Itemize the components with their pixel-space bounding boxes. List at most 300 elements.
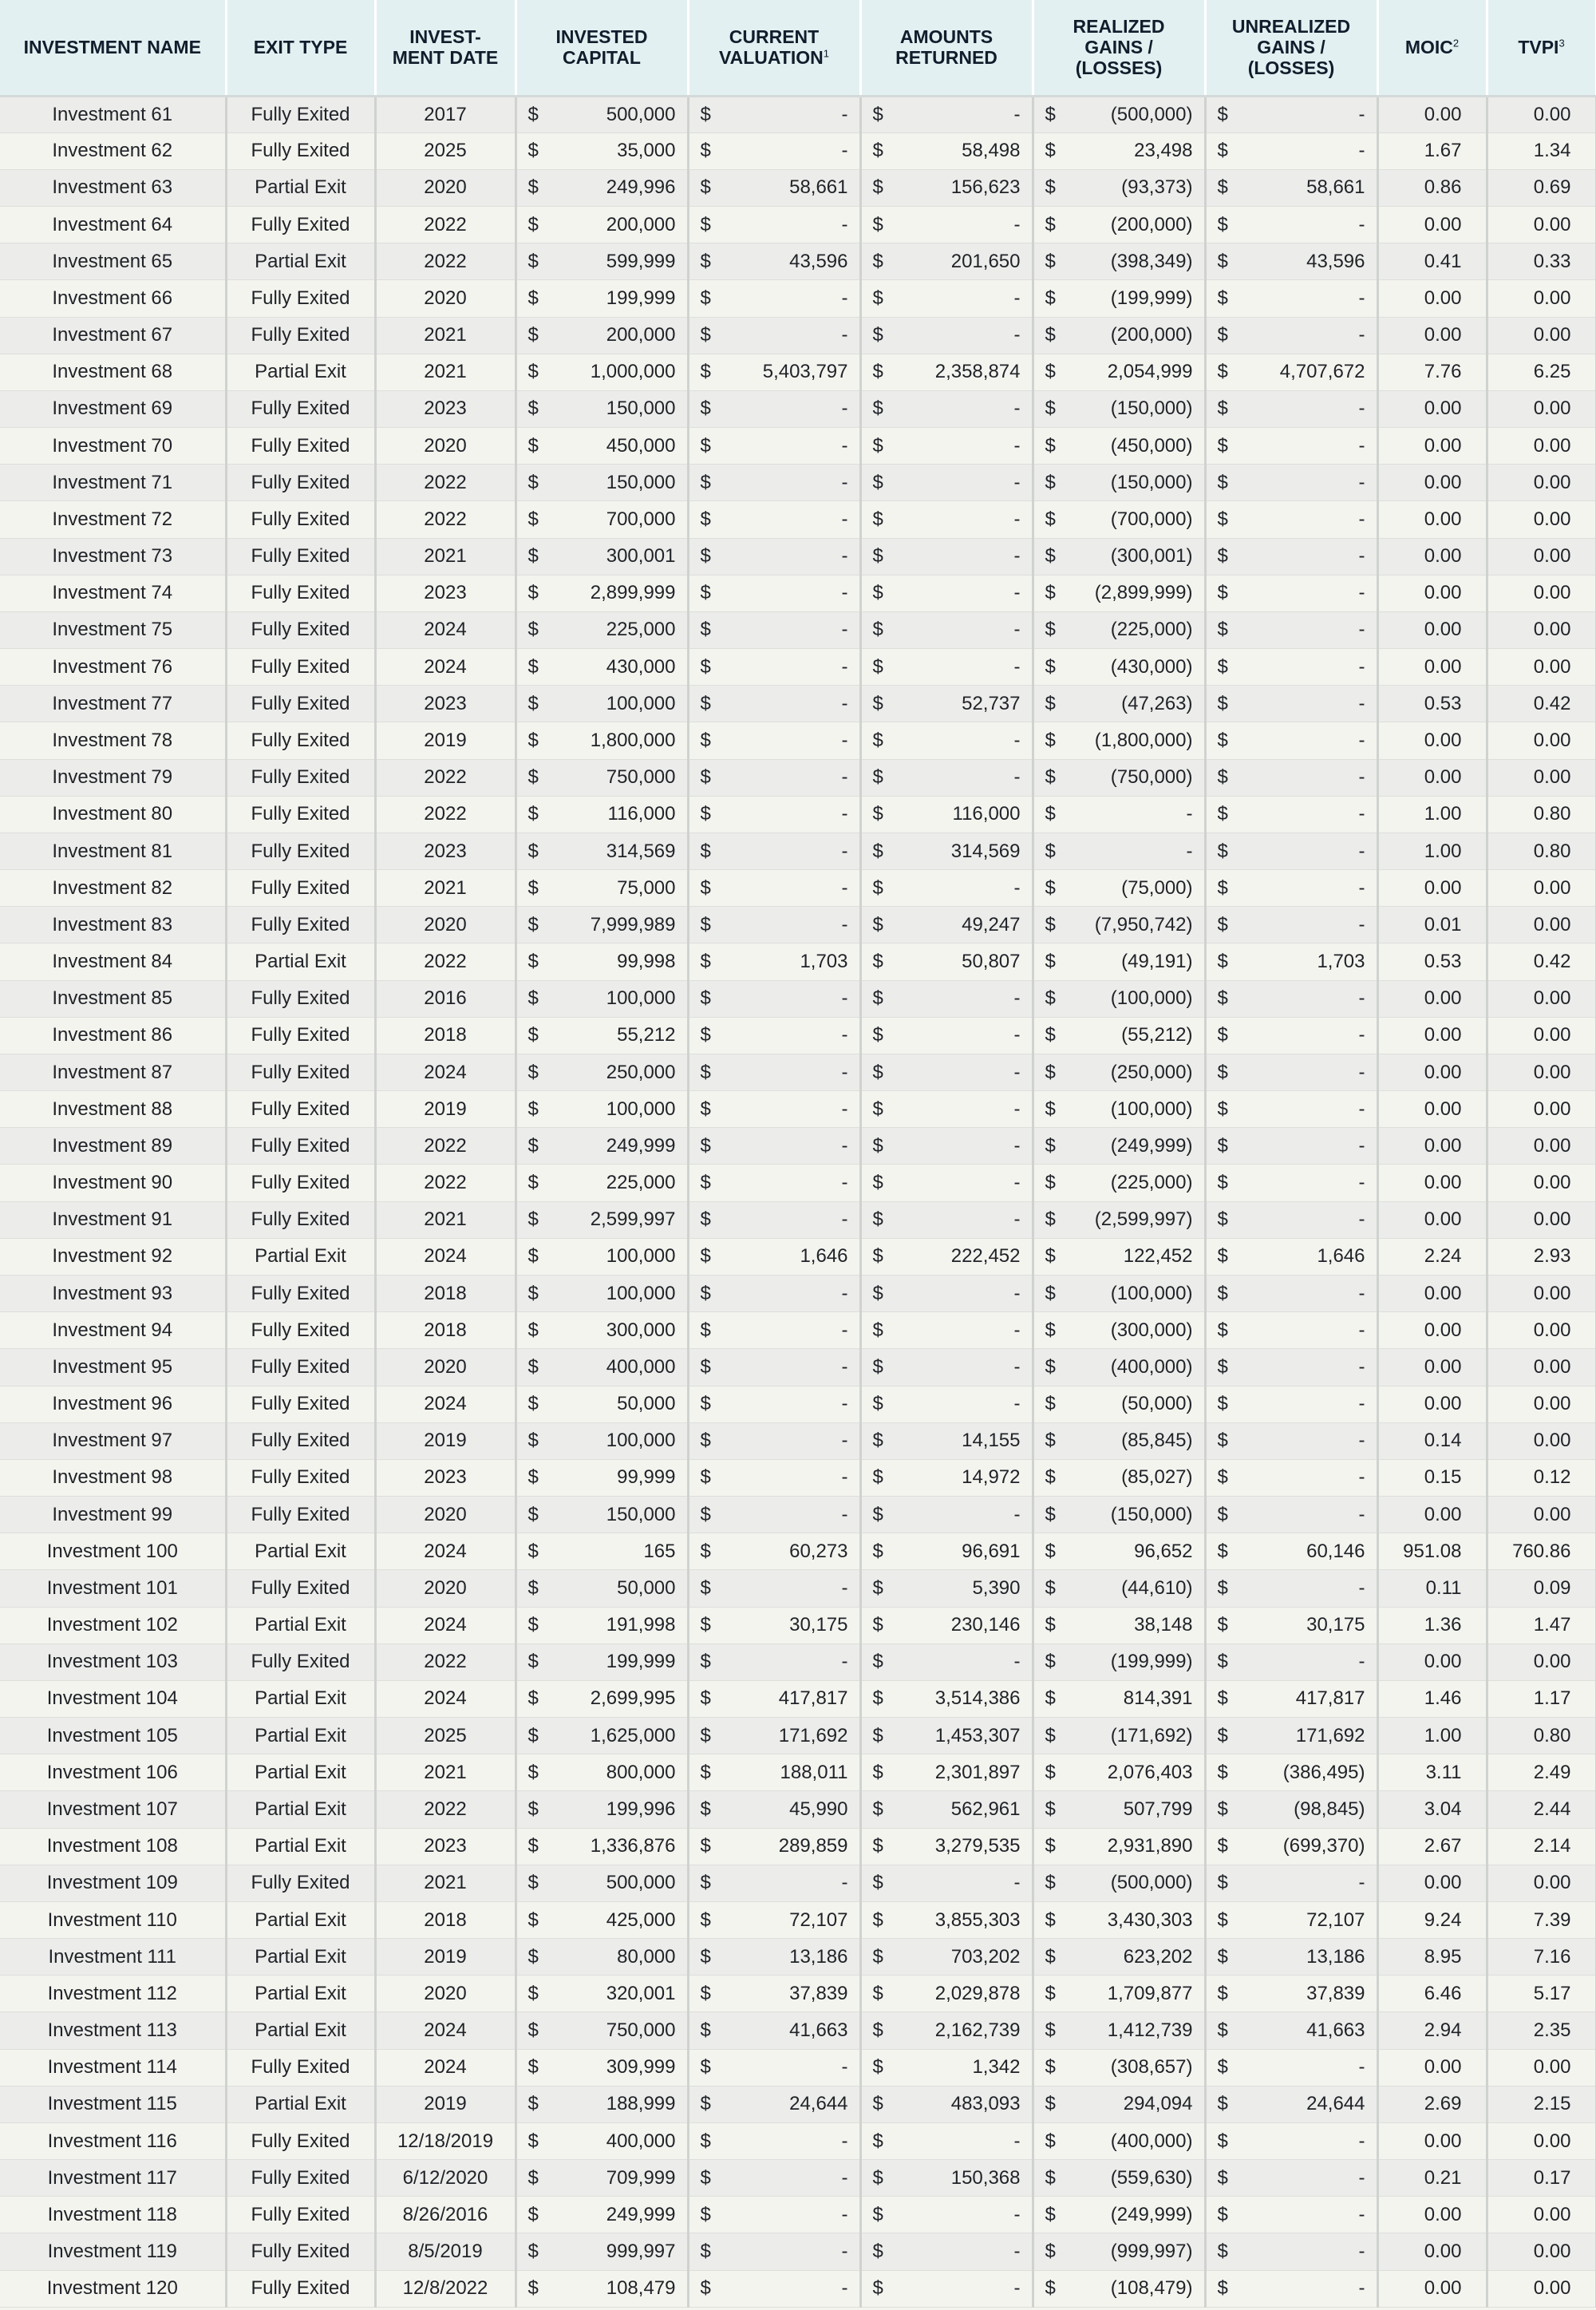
amount-value: 1,703 [1317, 951, 1365, 973]
cell-amounts-returned [860, 2086, 1033, 2122]
currency-symbol: $ [1217, 1687, 1228, 1710]
cell-unrealized-gains [1205, 133, 1377, 169]
currency-symbol: $ [872, 692, 883, 714]
currency-symbol: $ [1045, 287, 1056, 309]
cell-exit-type: Fully Exited [226, 1201, 375, 1238]
currency-symbol: $ [872, 2241, 883, 2263]
cell-current-valuation [688, 1091, 860, 1128]
amount-value: 14,972 [962, 1466, 1021, 1489]
amount-value: 507,799 [1123, 1798, 1193, 1820]
cell-realized-gains [1033, 280, 1205, 317]
amount-value: - [841, 2241, 848, 2263]
amount-value: - [841, 1651, 848, 1673]
currency-symbol: $ [700, 1134, 711, 1157]
cell-unrealized-gains [1205, 169, 1377, 206]
amount-value: - [1186, 803, 1193, 825]
cell-investment-name: Investment 86 [0, 1017, 226, 1054]
cell-invested-capital [516, 2012, 688, 2049]
cell-tvpi: 0.42 [1487, 943, 1596, 980]
amount-value: - [1013, 508, 1021, 530]
cell-invested-capital [516, 870, 688, 907]
cell-current-valuation [688, 207, 860, 243]
cell-exit-type: Partial Exit [226, 2086, 375, 2122]
cell-realized-gains [1033, 1165, 1205, 1201]
cell-exit-type: Partial Exit [226, 1533, 375, 1570]
cell-investment-name: Investment 112 [0, 1976, 226, 2012]
table-row [0, 1939, 1596, 1976]
cell-amounts-returned [860, 317, 1033, 354]
cell-realized-gains [1033, 1607, 1205, 1644]
currency-symbol: $ [700, 324, 711, 346]
amount-value: 201,650 [950, 250, 1021, 272]
cell-exit-type: Partial Exit [226, 1238, 375, 1275]
cell-invested-capital [516, 722, 688, 759]
cell-realized-gains [1033, 2049, 1205, 2086]
amount-value: 100,000 [606, 987, 676, 1010]
currency-symbol: $ [872, 2203, 883, 2225]
currency-symbol: $ [1045, 361, 1056, 383]
cell-tvpi: 0.00 [1487, 2233, 1596, 2270]
cell-investment-name: Investment 91 [0, 1201, 226, 1238]
cell-investment-date: 2020 [375, 428, 516, 465]
cell-investment-date: 2020 [375, 907, 516, 943]
amount-value: 289,859 [778, 1835, 848, 1857]
amount-value: (75,000) [1121, 876, 1193, 899]
currency-symbol: $ [527, 1909, 539, 1931]
currency-symbol: $ [700, 1061, 711, 1083]
cell-unrealized-gains [1205, 1017, 1377, 1054]
currency-symbol: $ [527, 1651, 539, 1673]
cell-investment-name: Investment 79 [0, 759, 226, 796]
amount-value: 41,663 [789, 2019, 848, 2042]
currency-symbol: $ [700, 1172, 711, 1194]
amount-value: 250,000 [606, 1061, 676, 1083]
cell-moic: 0.00 [1377, 870, 1487, 907]
cell-unrealized-gains [1205, 96, 1377, 133]
currency-symbol: $ [1045, 1835, 1056, 1857]
cell-realized-gains [1033, 1128, 1205, 1165]
currency-symbol: $ [1217, 1134, 1228, 1157]
cell-realized-gains [1033, 2233, 1205, 2270]
currency-symbol: $ [1217, 2019, 1228, 2042]
table-row [0, 611, 1596, 648]
amount-value: 13,186 [789, 1945, 848, 1968]
cell-current-valuation [688, 980, 860, 1017]
currency-symbol: $ [872, 1724, 883, 1746]
cell-investment-name: Investment 98 [0, 1459, 226, 1496]
amount-value: (225,000) [1110, 1172, 1193, 1194]
cell-invested-capital [516, 1238, 688, 1275]
amount-value: 5,390 [972, 1576, 1021, 1599]
cell-investment-date: 2022 [375, 1644, 516, 1680]
currency-symbol: $ [527, 140, 539, 162]
cell-unrealized-gains [1205, 611, 1377, 648]
amount-value: 100,000 [606, 1282, 676, 1304]
cell-investment-name: Investment 102 [0, 1607, 226, 1644]
amount-value: (93,373) [1121, 176, 1193, 199]
cell-amounts-returned [860, 390, 1033, 427]
cell-investment-date: 2023 [375, 1828, 516, 1865]
cell-tvpi: 0.80 [1487, 833, 1596, 869]
amount-value: 199,996 [606, 1798, 676, 1820]
currency-symbol: $ [527, 471, 539, 493]
cell-moic: 0.00 [1377, 428, 1487, 465]
amount-value: 3,855,303 [934, 1909, 1021, 1931]
currency-symbol: $ [700, 1614, 711, 1636]
currency-symbol: $ [700, 545, 711, 568]
amount-value: 24,644 [1306, 2093, 1365, 2115]
cell-realized-gains [1033, 1976, 1205, 2012]
amount-value: (171,692) [1110, 1724, 1193, 1746]
cell-exit-type: Fully Exited [226, 501, 375, 538]
cell-investment-name: Investment 89 [0, 1128, 226, 1165]
cell-invested-capital [516, 1091, 688, 1128]
currency-symbol: $ [700, 471, 711, 493]
cell-unrealized-gains [1205, 354, 1377, 390]
amount-value: (300,001) [1110, 545, 1193, 568]
amount-value: (50,000) [1121, 1393, 1193, 1415]
cell-amounts-returned [860, 686, 1033, 722]
currency-symbol: $ [872, 1282, 883, 1304]
amount-value: (500,000) [1110, 103, 1193, 125]
currency-symbol: $ [1045, 1798, 1056, 1820]
currency-symbol: $ [1045, 582, 1056, 604]
cell-amounts-returned [860, 1828, 1033, 1865]
cell-realized-gains [1033, 1349, 1205, 1386]
cell-investment-date: 2020 [375, 1349, 516, 1386]
cell-realized-gains [1033, 428, 1205, 465]
amount-value: 30,175 [1306, 1614, 1365, 1636]
cell-exit-type: Fully Exited [226, 1054, 375, 1090]
amount-value: - [1358, 324, 1365, 346]
cell-amounts-returned [860, 1349, 1033, 1386]
amount-value: - [1013, 655, 1021, 678]
currency-symbol: $ [872, 1540, 883, 1562]
amount-value: 2,076,403 [1107, 1761, 1193, 1783]
currency-symbol: $ [1045, 1724, 1056, 1746]
amount-value: - [841, 730, 848, 751]
currency-symbol: $ [700, 1724, 711, 1746]
amount-value: 3,514,386 [934, 1687, 1021, 1710]
cell-investment-name: Investment 88 [0, 1091, 226, 1128]
amount-value: 483,093 [950, 2093, 1021, 2115]
currency-symbol: $ [700, 876, 711, 899]
currency-symbol: $ [1045, 2056, 1056, 2079]
cell-unrealized-gains [1205, 317, 1377, 354]
column-header-label: INVESTED CAPITAL [555, 26, 648, 69]
cell-amounts-returned [860, 611, 1033, 648]
currency-symbol: $ [872, 582, 883, 604]
column-header-label: AMOUNTS RETURNED [895, 26, 998, 69]
cell-investment-name: Investment 85 [0, 980, 226, 1017]
currency-symbol: $ [872, 1614, 883, 1636]
amount-value: - [841, 103, 848, 125]
table-row [0, 1017, 1596, 1054]
cell-exit-type: Partial Exit [226, 1901, 375, 1938]
currency-symbol: $ [1045, 508, 1056, 530]
amount-value: - [841, 766, 848, 789]
amount-value: - [1013, 287, 1021, 309]
cell-exit-type: Fully Exited [226, 2270, 375, 2307]
currency-symbol: $ [700, 1208, 711, 1231]
cell-exit-type: Partial Exit [226, 1791, 375, 1828]
amount-value: 35,000 [617, 140, 676, 162]
currency-symbol: $ [527, 213, 539, 235]
cell-current-valuation [688, 1386, 860, 1422]
cell-tvpi: 0.00 [1487, 1497, 1596, 1533]
currency-symbol: $ [872, 287, 883, 309]
amount-value: - [1013, 2203, 1021, 2225]
cell-invested-capital [516, 686, 688, 722]
cell-investment-name: Investment 108 [0, 1828, 226, 1865]
cell-realized-gains [1033, 1422, 1205, 1459]
currency-symbol: $ [1045, 1134, 1056, 1157]
cell-tvpi: 0.00 [1487, 1865, 1596, 1901]
cell-investment-date: 2022 [375, 243, 516, 280]
amount-value: - [1358, 619, 1365, 641]
currency-symbol: $ [527, 1503, 539, 1525]
amount-value: (2,899,999) [1094, 582, 1193, 604]
cell-unrealized-gains [1205, 1165, 1377, 1201]
currency-symbol: $ [700, 1576, 711, 1599]
column-header-invested-capital [516, 0, 688, 96]
cell-current-valuation [688, 833, 860, 869]
cell-moic: 0.00 [1377, 1865, 1487, 1901]
amount-value: - [841, 1134, 848, 1157]
amount-value: 52,737 [962, 692, 1021, 714]
cell-investment-name: Investment 95 [0, 1349, 226, 1386]
cell-amounts-returned [860, 428, 1033, 465]
amount-value: 249,996 [606, 176, 676, 199]
currency-symbol: $ [1217, 730, 1228, 751]
amount-value: - [1358, 1024, 1365, 1046]
currency-symbol: $ [700, 951, 711, 973]
currency-symbol: $ [872, 1245, 883, 1268]
currency-symbol: $ [527, 545, 539, 568]
currency-symbol: $ [1045, 1061, 1056, 1083]
cell-unrealized-gains [1205, 1386, 1377, 1422]
amount-value: 500,000 [606, 103, 676, 125]
cell-realized-gains [1033, 943, 1205, 980]
cell-current-valuation [688, 1533, 860, 1570]
currency-symbol: $ [700, 1687, 711, 1710]
currency-symbol: $ [1045, 140, 1056, 162]
cell-unrealized-gains [1205, 2012, 1377, 2049]
cell-investment-date: 2024 [375, 611, 516, 648]
cell-investment-name: Investment 68 [0, 354, 226, 390]
currency-symbol: $ [1217, 951, 1228, 973]
amount-value: 45,990 [789, 1798, 848, 1820]
cell-investment-date: 6/12/2020 [375, 2160, 516, 2197]
cell-investment-name: Investment 73 [0, 538, 226, 575]
currency-symbol: $ [1217, 1282, 1228, 1304]
column-header-label: EXIT TYPE [253, 37, 348, 58]
amount-value: 314,569 [950, 840, 1021, 862]
footnote-marker: 2 [1452, 37, 1460, 49]
cell-realized-gains [1033, 759, 1205, 796]
cell-unrealized-gains [1205, 390, 1377, 427]
cell-invested-capital [516, 980, 688, 1017]
currency-symbol: $ [700, 2130, 711, 2152]
amount-value: 38,148 [1134, 1614, 1193, 1636]
amount-value: - [1358, 1466, 1365, 1489]
currency-symbol: $ [1217, 140, 1228, 162]
table-row [0, 96, 1596, 133]
amount-value: 199,999 [606, 287, 676, 309]
cell-amounts-returned [860, 1901, 1033, 1938]
currency-symbol: $ [1045, 1355, 1056, 1378]
currency-symbol: $ [1217, 1098, 1228, 1120]
cell-unrealized-gains [1205, 1865, 1377, 1901]
amount-value: - [1358, 1503, 1365, 1525]
cell-moic: 1.36 [1377, 1607, 1487, 1644]
cell-exit-type: Fully Exited [226, 465, 375, 501]
cell-tvpi: 0.00 [1487, 575, 1596, 611]
currency-symbol: $ [527, 1576, 539, 1599]
amount-value: 230,146 [950, 1614, 1021, 1636]
currency-symbol: $ [700, 2056, 711, 2079]
cell-realized-gains [1033, 1644, 1205, 1680]
cell-tvpi: 0.00 [1487, 2197, 1596, 2233]
currency-symbol: $ [700, 582, 711, 604]
currency-symbol: $ [1217, 1430, 1228, 1452]
currency-symbol: $ [1045, 2166, 1056, 2189]
amount-value: - [1358, 471, 1365, 493]
amount-value: 191,998 [606, 1614, 676, 1636]
cell-investment-name: Investment 105 [0, 1718, 226, 1754]
amount-value: 60,146 [1306, 1540, 1365, 1562]
amount-value: - [841, 1430, 848, 1452]
column-header-label: INVESTMENT NAME [23, 37, 201, 58]
cell-moic: 0.21 [1377, 2160, 1487, 2197]
cell-amounts-returned [860, 649, 1033, 686]
cell-amounts-returned [860, 538, 1033, 575]
amount-value: - [1013, 619, 1021, 641]
currency-symbol: $ [1217, 1761, 1228, 1783]
cell-tvpi: 0.33 [1487, 243, 1596, 280]
currency-symbol: $ [872, 1466, 883, 1489]
amount-value: - [1358, 2277, 1365, 2300]
cell-tvpi: 7.39 [1487, 1901, 1596, 1938]
cell-investment-date: 12/8/2022 [375, 2270, 516, 2307]
currency-symbol: $ [1217, 1614, 1228, 1636]
column-header-investment-name [0, 0, 226, 96]
table-header [0, 0, 1596, 96]
amount-value: (150,000) [1110, 471, 1193, 493]
cell-moic: 7.76 [1377, 354, 1487, 390]
cell-tvpi: 0.12 [1487, 1459, 1596, 1496]
cell-unrealized-gains [1205, 1497, 1377, 1533]
cell-realized-gains [1033, 833, 1205, 869]
currency-symbol: $ [872, 1687, 883, 1710]
amount-value: - [841, 2277, 848, 2300]
currency-symbol: $ [700, 1319, 711, 1341]
amount-value: - [841, 1576, 848, 1599]
cell-current-valuation [688, 1349, 860, 1386]
table-row [0, 1238, 1596, 1275]
table-row [0, 1349, 1596, 1386]
table-row [0, 1201, 1596, 1238]
cell-invested-capital [516, 2086, 688, 2122]
cell-moic: 0.00 [1377, 1644, 1487, 1680]
cell-tvpi: 0.80 [1487, 1718, 1596, 1754]
cell-amounts-returned [860, 1570, 1033, 1607]
table-row [0, 2160, 1596, 2197]
cell-investment-name: Investment 71 [0, 465, 226, 501]
cell-unrealized-gains [1205, 1238, 1377, 1275]
cell-tvpi: 0.42 [1487, 686, 1596, 722]
cell-exit-type: Fully Exited [226, 2160, 375, 2197]
amount-value: 1,800,000 [590, 730, 676, 751]
cell-tvpi: 0.00 [1487, 1644, 1596, 1680]
amount-value: - [1013, 2277, 1021, 2300]
cell-current-valuation [688, 1680, 860, 1717]
amount-value: - [1013, 103, 1021, 125]
table-row [0, 354, 1596, 390]
currency-symbol: $ [872, 324, 883, 346]
amount-value: - [1013, 471, 1021, 493]
cell-unrealized-gains [1205, 2197, 1377, 2233]
currency-symbol: $ [527, 951, 539, 973]
cell-current-valuation [688, 501, 860, 538]
currency-symbol: $ [1217, 2056, 1228, 2079]
cell-moic: 2.24 [1377, 1238, 1487, 1275]
currency-symbol: $ [872, 1835, 883, 1857]
cell-tvpi: 0.80 [1487, 796, 1596, 833]
amount-value: - [841, 987, 848, 1010]
cell-invested-capital [516, 2049, 688, 2086]
amount-value: - [1013, 434, 1021, 457]
cell-investment-date: 2022 [375, 501, 516, 538]
currency-symbol: $ [1045, 103, 1056, 125]
cell-tvpi: 0.00 [1487, 207, 1596, 243]
amount-value: 2,162,739 [934, 2019, 1021, 2042]
cell-tvpi: 2.49 [1487, 1754, 1596, 1791]
cell-investment-date: 2023 [375, 686, 516, 722]
currency-symbol: $ [1217, 2130, 1228, 2152]
amount-value: 99,998 [617, 951, 676, 973]
cell-realized-gains [1033, 169, 1205, 206]
cell-investment-name: Investment 99 [0, 1497, 226, 1533]
amount-value: 417,817 [1295, 1687, 1365, 1710]
currency-symbol: $ [1217, 766, 1228, 789]
amount-value: 249,999 [606, 2203, 676, 2225]
cell-unrealized-gains [1205, 1828, 1377, 1865]
cell-invested-capital [516, 1276, 688, 1312]
cell-invested-capital [516, 501, 688, 538]
cell-current-valuation [688, 96, 860, 133]
cell-moic: 0.00 [1377, 96, 1487, 133]
cell-realized-gains [1033, 1312, 1205, 1349]
cell-moic: 0.00 [1377, 1386, 1487, 1422]
cell-amounts-returned [860, 1017, 1033, 1054]
cell-moic: 0.00 [1377, 611, 1487, 648]
cell-realized-gains [1033, 1017, 1205, 1054]
currency-symbol: $ [700, 692, 711, 714]
cell-current-valuation [688, 1312, 860, 1349]
amount-value: 2,358,874 [934, 361, 1021, 383]
cell-invested-capital [516, 2122, 688, 2159]
column-header-moic [1377, 0, 1487, 96]
amount-value: (225,000) [1110, 619, 1193, 641]
cell-investment-name: Investment 72 [0, 501, 226, 538]
table-row [0, 317, 1596, 354]
amount-value: - [841, 1172, 848, 1194]
cell-invested-capital [516, 2270, 688, 2307]
cell-exit-type: Fully Exited [226, 428, 375, 465]
amount-value: - [1358, 1061, 1365, 1083]
cell-investment-date: 2019 [375, 2086, 516, 2122]
